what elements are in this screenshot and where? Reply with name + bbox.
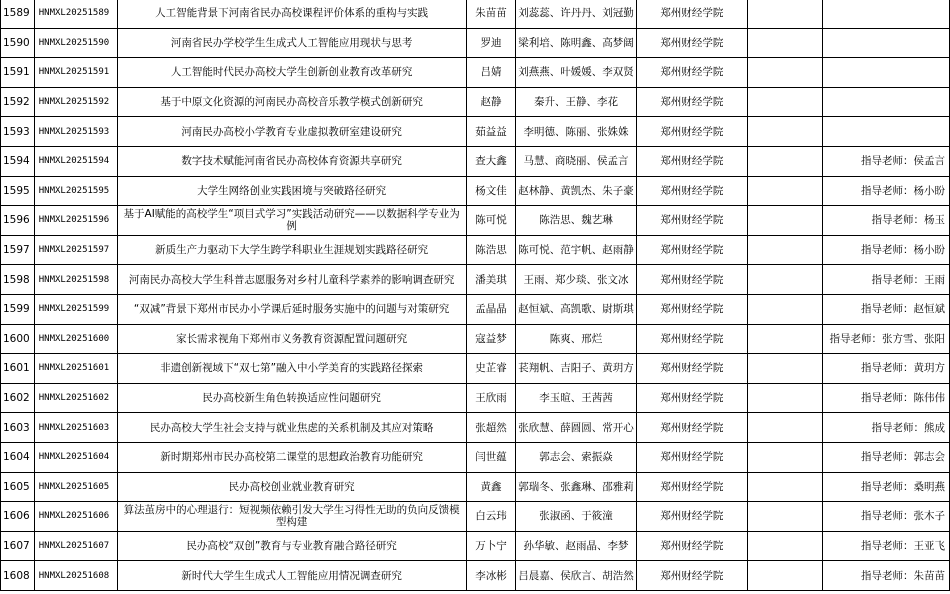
empty-cell xyxy=(747,206,822,236)
row-number: 1604 xyxy=(1,442,35,472)
project-code: HNMXL20251605 xyxy=(34,472,117,502)
table-row xyxy=(1,265,950,295)
project-members: 郭志会、索振焱 xyxy=(516,442,637,472)
project-title: 民办高校创业就业教育研究 xyxy=(117,472,466,502)
institution: 郑州财经学院 xyxy=(636,87,747,117)
row-number: 1606 xyxy=(1,502,35,532)
project-title: 河南民办高校小学教育专业虚拟教研室建设研究 xyxy=(117,117,466,147)
project-members: 马慧、商晓丽、侯孟言 xyxy=(516,146,637,176)
row-number: 1599 xyxy=(1,294,35,324)
empty-cell xyxy=(747,531,822,561)
project-members: 刘燕燕、叶媛媛、李双贤 xyxy=(516,58,637,88)
row-number: 1593 xyxy=(1,117,35,147)
empty-cell xyxy=(747,265,822,295)
project-title: 人工智能时代民办高校大学生创新创业教育改革研究 xyxy=(117,58,466,88)
empty-cell xyxy=(747,146,822,176)
row-number: 1601 xyxy=(1,354,35,384)
institution: 郑州财经学院 xyxy=(636,146,747,176)
advisor: 指导老师：杨小盼 xyxy=(823,176,950,206)
project-code: HNMXL20251596 xyxy=(34,206,117,236)
project-leader: 朱苗苗 xyxy=(466,0,515,28)
project-members: 郭瑞冬、张鑫琳、邵雅莉 xyxy=(516,472,637,502)
advisor: 指导老师：张方雪、张阳 xyxy=(823,324,950,354)
row-number: 1607 xyxy=(1,531,35,561)
advisor: 指导老师：熊成 xyxy=(823,413,950,443)
row-number: 1594 xyxy=(1,146,35,176)
institution: 郑州财经学院 xyxy=(636,28,747,58)
table-row xyxy=(1,206,950,236)
project-code: HNMXL20251592 xyxy=(34,87,117,117)
project-members: 张淑函、于筱潼 xyxy=(516,502,637,532)
table-row xyxy=(1,561,950,591)
project-members: 陈浩思、魏艺琳 xyxy=(516,206,637,236)
row-number: 1595 xyxy=(1,176,35,206)
empty-cell xyxy=(747,413,822,443)
project-title: “双减”背景下郑州市民办小学课后延时服务实施中的问题与对策研究 xyxy=(117,294,466,324)
project-members: 赵林静、黄凯杰、朱子豪 xyxy=(516,176,637,206)
project-code: HNMXL20251603 xyxy=(34,413,117,443)
project-code: HNMXL20251590 xyxy=(34,28,117,58)
project-code: HNMXL20251594 xyxy=(34,146,117,176)
project-title: 人工智能背景下河南省民办高校课程评价体系的重构与实践 xyxy=(117,0,466,28)
row-number: 1589 xyxy=(1,0,35,28)
institution: 郑州财经学院 xyxy=(636,117,747,147)
project-members: 吕晨嘉、侯欣言、胡浩然 xyxy=(516,561,637,591)
institution: 郑州财经学院 xyxy=(636,235,747,265)
table-row xyxy=(1,87,950,117)
table-row xyxy=(1,58,950,88)
project-leader: 茹益益 xyxy=(466,117,515,147)
advisor xyxy=(823,117,950,147)
table-row xyxy=(1,294,950,324)
project-members: 苌翔帆、吉阳子、黄玥方 xyxy=(516,354,637,384)
advisor: 指导老师：桑明燕 xyxy=(823,472,950,502)
institution: 郑州财经学院 xyxy=(636,442,747,472)
project-leader: 寇益梦 xyxy=(466,324,515,354)
table-row xyxy=(1,354,950,384)
empty-cell xyxy=(747,87,822,117)
project-code: HNMXL20251604 xyxy=(34,442,117,472)
project-code: HNMXL20251591 xyxy=(34,58,117,88)
table-row xyxy=(1,324,950,354)
institution: 郑州财经学院 xyxy=(636,58,747,88)
project-title: 新时代大学生生成式人工智能应用情况调查研究 xyxy=(117,561,466,591)
row-number: 1590 xyxy=(1,28,35,58)
project-code: HNMXL20251606 xyxy=(34,502,117,532)
project-members: 李玉暄、王茜茜 xyxy=(516,383,637,413)
project-code: HNMXL20251599 xyxy=(34,294,117,324)
project-leader: 李冰彬 xyxy=(466,561,515,591)
advisor xyxy=(823,87,950,117)
advisor: 指导老师：黄玥方 xyxy=(823,354,950,384)
project-leader: 白云玮 xyxy=(466,502,515,532)
row-number: 1596 xyxy=(1,206,35,236)
table-row xyxy=(1,502,950,532)
advisor xyxy=(823,58,950,88)
project-leader: 陈浩思 xyxy=(466,235,515,265)
empty-cell xyxy=(747,383,822,413)
project-leader: 吕婧 xyxy=(466,58,515,88)
project-leader: 史芷睿 xyxy=(466,354,515,384)
institution: 郑州财经学院 xyxy=(636,0,747,28)
project-code: HNMXL20251602 xyxy=(34,383,117,413)
table-row xyxy=(1,531,950,561)
project-members: 赵恒斌、高凯歌、尉斯琪 xyxy=(516,294,637,324)
project-title: 算法茧房中的心理退行：短视频依赖引发大学生习得性无助的负向反馈模型构建 xyxy=(117,502,466,532)
project-leader: 查大鑫 xyxy=(466,146,515,176)
empty-cell xyxy=(747,472,822,502)
project-title: 河南民办高校大学生科普志愿服务对乡村儿童科学素养的影响调查研究 xyxy=(117,265,466,295)
institution: 郑州财经学院 xyxy=(636,472,747,502)
project-leader: 赵静 xyxy=(466,87,515,117)
project-members: 陈爽、邢烂 xyxy=(516,324,637,354)
project-leader: 潘美琪 xyxy=(466,265,515,295)
table-row xyxy=(1,176,950,206)
project-code: HNMXL20251600 xyxy=(34,324,117,354)
project-title: 大学生网络创业实践困境与突破路径研究 xyxy=(117,176,466,206)
table-row xyxy=(1,472,950,502)
table-row xyxy=(1,413,950,443)
project-code: HNMXL20251595 xyxy=(34,176,117,206)
project-leader: 黄鑫 xyxy=(466,472,515,502)
institution: 郑州财经学院 xyxy=(636,413,747,443)
project-title: 民办高校新生角色转换适应性问题研究 xyxy=(117,383,466,413)
advisor xyxy=(823,28,950,58)
row-number: 1591 xyxy=(1,58,35,88)
table-row xyxy=(1,383,950,413)
institution: 郑州财经学院 xyxy=(636,502,747,532)
project-code: HNMXL20251601 xyxy=(34,354,117,384)
table-row xyxy=(1,0,950,28)
project-members: 孙华敏、赵雨晶、李梦 xyxy=(516,531,637,561)
project-title: 非遗创新视域下“双七第”融入中小学美育的实践路径探索 xyxy=(117,354,466,384)
row-number: 1603 xyxy=(1,413,35,443)
advisor: 指导老师：陈伟伟 xyxy=(823,383,950,413)
advisor: 指导老师：朱苗苗 xyxy=(823,561,950,591)
institution: 郑州财经学院 xyxy=(636,354,747,384)
advisor: 指导老师：张木子 xyxy=(823,502,950,532)
project-title: 民办高校“双创”教育与专业教育融合路径研究 xyxy=(117,531,466,561)
row-number: 1598 xyxy=(1,265,35,295)
project-members: 王雨、郑少琰、张文冰 xyxy=(516,265,637,295)
advisor: 指导老师：杨小盼 xyxy=(823,235,950,265)
project-members: 张欣慧、薛圆圆、常开心 xyxy=(516,413,637,443)
project-leader: 孟晶晶 xyxy=(466,294,515,324)
institution: 郑州财经学院 xyxy=(636,176,747,206)
project-members: 梁利培、陈明鑫、高梦阔 xyxy=(516,28,637,58)
row-number: 1600 xyxy=(1,324,35,354)
institution: 郑州财经学院 xyxy=(636,206,747,236)
empty-cell xyxy=(747,354,822,384)
project-title: 基于AI赋能的高校学生“项目式学习”实践活动研究——以数据科学专业为例 xyxy=(117,206,466,236)
institution: 郑州财经学院 xyxy=(636,294,747,324)
project-members: 李明德、陈丽、张姝姝 xyxy=(516,117,637,147)
row-number: 1608 xyxy=(1,561,35,591)
project-members: 陈可悦、范宇帆、赵雨静 xyxy=(516,235,637,265)
empty-cell xyxy=(747,324,822,354)
empty-cell xyxy=(747,561,822,591)
project-title: 家长需求视角下郑州市义务教育资源配置问题研究 xyxy=(117,324,466,354)
project-code: HNMXL20251607 xyxy=(34,531,117,561)
empty-cell xyxy=(747,58,822,88)
project-leader: 杨文佳 xyxy=(466,176,515,206)
empty-cell xyxy=(747,176,822,206)
project-code: HNMXL20251593 xyxy=(34,117,117,147)
advisor: 指导老师：王亚飞 xyxy=(823,531,950,561)
institution: 郑州财经学院 xyxy=(636,561,747,591)
empty-cell xyxy=(747,28,822,58)
project-leader: 万卜宁 xyxy=(466,531,515,561)
empty-cell xyxy=(747,0,822,28)
advisor: 指导老师：杨玉 xyxy=(823,206,950,236)
project-code: HNMXL20251597 xyxy=(34,235,117,265)
row-number: 1592 xyxy=(1,87,35,117)
empty-cell xyxy=(747,117,822,147)
institution: 郑州财经学院 xyxy=(636,531,747,561)
institution: 郑州财经学院 xyxy=(636,324,747,354)
table-row xyxy=(1,146,950,176)
empty-cell xyxy=(747,294,822,324)
project-code: HNMXL20251598 xyxy=(34,265,117,295)
project-leader: 罗迪 xyxy=(466,28,515,58)
row-number: 1602 xyxy=(1,383,35,413)
project-leader: 张超然 xyxy=(466,413,515,443)
project-title: 新时期郑州市民办高校第二课堂的思想政治教育功能研究 xyxy=(117,442,466,472)
table-row xyxy=(1,442,950,472)
advisor: 指导老师：王雨 xyxy=(823,265,950,295)
project-leader: 陈可悦 xyxy=(466,206,515,236)
project-title: 基于中原文化资源的河南民办高校音乐教学模式创新研究 xyxy=(117,87,466,117)
table-row xyxy=(1,117,950,147)
table-row xyxy=(1,28,950,58)
empty-cell xyxy=(747,442,822,472)
institution: 郑州财经学院 xyxy=(636,265,747,295)
empty-cell xyxy=(747,502,822,532)
project-leader: 王欣雨 xyxy=(466,383,515,413)
project-leader: 闫世蕴 xyxy=(466,442,515,472)
advisor: 指导老师：郭志会 xyxy=(823,442,950,472)
row-number: 1597 xyxy=(1,235,35,265)
project-code: HNMXL20251608 xyxy=(34,561,117,591)
institution: 郑州财经学院 xyxy=(636,383,747,413)
project-members: 秦升、王静、李花 xyxy=(516,87,637,117)
advisor: 指导老师：侯孟言 xyxy=(823,146,950,176)
project-members: 刘蕊蕊、许丹丹、刘冠勤 xyxy=(516,0,637,28)
table-row xyxy=(1,235,950,265)
project-code: HNMXL20251589 xyxy=(34,0,117,28)
advisor: 指导老师：赵恒斌 xyxy=(823,294,950,324)
row-number: 1605 xyxy=(1,472,35,502)
advisor xyxy=(823,0,950,28)
empty-cell xyxy=(747,235,822,265)
project-title: 河南省民办学校学生生成式人工智能应用现状与思考 xyxy=(117,28,466,58)
project-title: 数字技术赋能河南省民办高校体育资源共享研究 xyxy=(117,146,466,176)
project-title: 民办高校大学生社会支持与就业焦虑的关系机制及其应对策略 xyxy=(117,413,466,443)
project-title: 新质生产力驱动下大学生跨学科职业生涯规划实践路径研究 xyxy=(117,235,466,265)
